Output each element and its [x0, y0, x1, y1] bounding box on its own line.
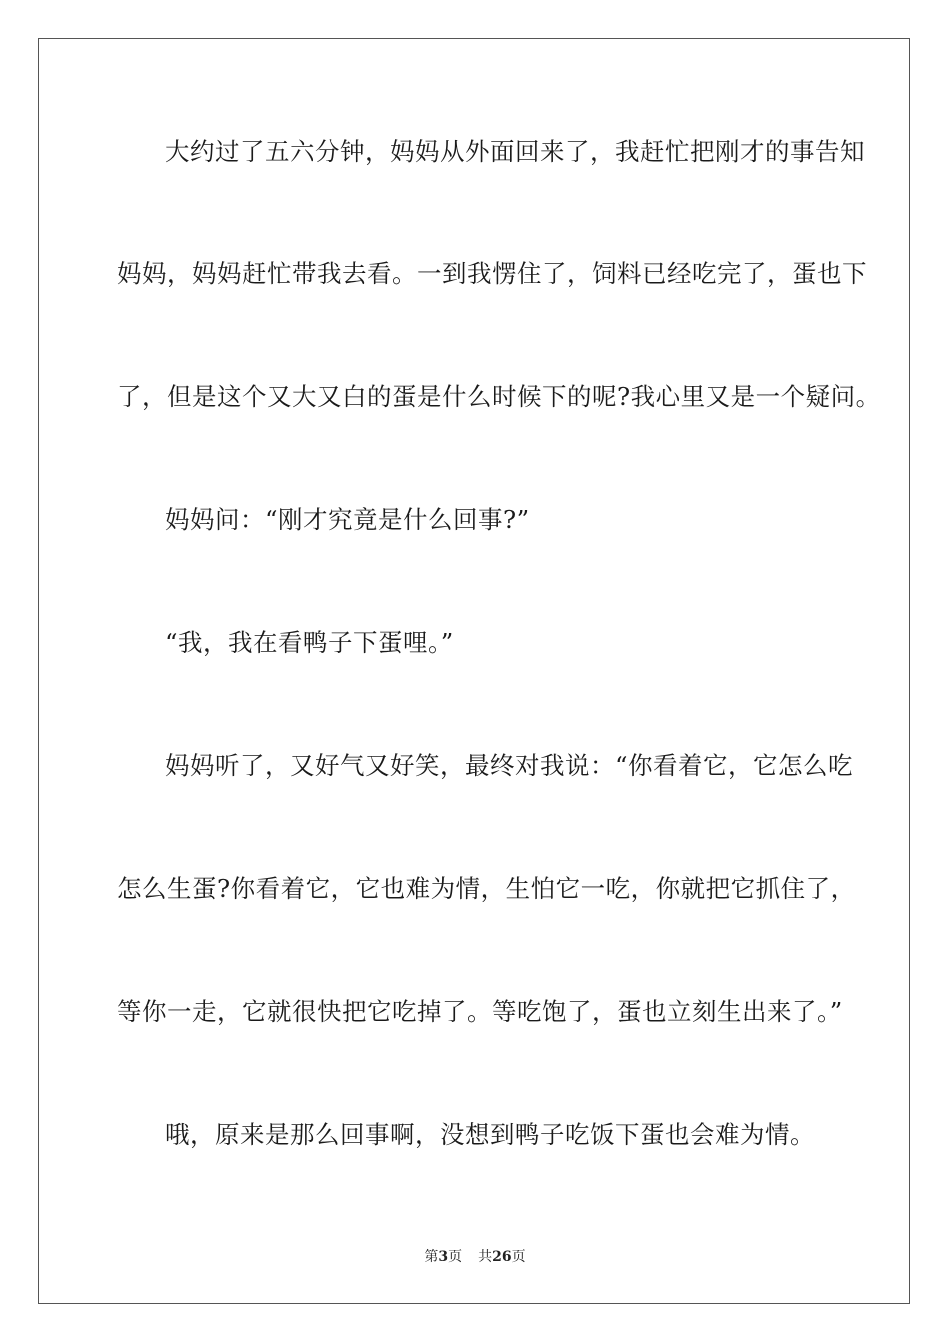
paragraph-line-9: 哦，原来是那么回事啊，没想到鸭子吃饭下蛋也会难为情。: [165, 1120, 815, 1149]
footer-page-prefix: 第: [424, 1249, 439, 1265]
page-border: [38, 38, 910, 1304]
paragraph-line-6: 妈妈听了，又好气又好笑，最终对我说：“你看着它，它怎么吃: [165, 751, 854, 780]
page-footer: [0, 1248, 950, 1266]
paragraph-line-5: “我，我在看鸭子下蛋哩。”: [165, 628, 454, 657]
paragraph-line-2: 妈妈，妈妈赶忙带我去看。一到我愣住了，饲料已经吃完了，蛋也下: [117, 259, 867, 288]
paragraph-line-1: 大约过了五六分钟，妈妈从外面回来了，我赶忙把刚才的事告知: [165, 137, 865, 166]
paragraph-line-4: 妈妈问：“刚才究竟是什么回事?”: [165, 505, 530, 534]
footer-total-prefix: 共: [478, 1249, 493, 1265]
footer-page-number: 3: [438, 1249, 449, 1265]
paragraph-line-3: 了，但是这个又大又白的蛋是什么时候下的呢?我心里又是一个疑问。: [117, 382, 881, 411]
paragraph-line-7: 怎么生蛋?你看着它，它也难为情，生怕它一吃，你就把它抓住了，: [117, 874, 856, 903]
footer-page-suffix: 页: [448, 1249, 463, 1265]
paragraph-line-8: 等你一走，它就很快把它吃掉了。等吃饱了，蛋也立刻生出来了。”: [117, 997, 843, 1026]
footer-total-suffix: 页: [511, 1249, 526, 1265]
footer-total-pages: 26: [492, 1249, 512, 1265]
